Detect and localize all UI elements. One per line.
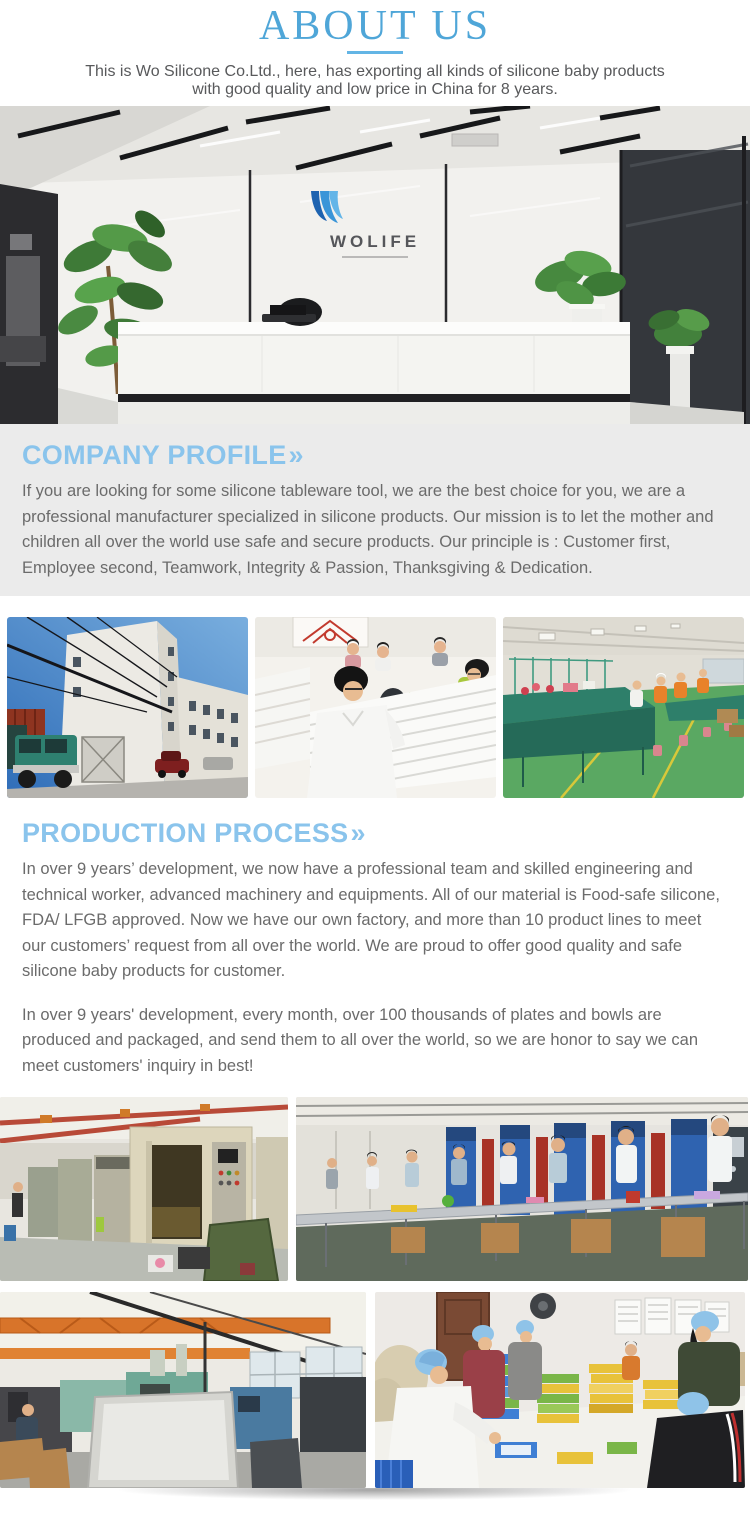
- double-chevron-icon: »: [350, 818, 366, 848]
- page-title: ABOUT US: [258, 3, 492, 49]
- production-process-text-2: In over 9 years' development, every month, over 100 thousands of plates and bowls are produced and packaged, and send them to all over the world, so we are honor to say we can meet customers' inquiry in best!: [22, 1005, 699, 1075]
- factory-photo-row-2: [0, 1292, 750, 1488]
- production-process-heading: PRODUCTION PROCESS»: [22, 818, 366, 848]
- intro-line-2: with good quality and low price in China for 8 years.: [192, 81, 558, 98]
- company-profile-text: If you are looking for some silicone tableware tool, we are the best choice for you, we are a professional manufacturer specialized in silicone products. Our mission is to let the mother and children all over the world use safe and secure products. Our principle is : Customer first, Employee second, Teamwork, Integrity & Passion, Thanksgiving & Dedication.: [22, 482, 714, 577]
- wolife-logo-text: WOLIFE: [329, 232, 421, 251]
- production-process-text-1: In over 9 years’ development, we now have a professional team and skilled engineering and technical worker, advanced machinery and equipments. All of our material is Food-safe silicone, FDA/ LFGB approved. Now we have our own factory, and more than 10 product lines to meet our customers’ request from all over the world. We are proud to offer good quality and safe silicone baby products for customer.: [22, 860, 720, 980]
- injection-machines-photo: [0, 1292, 366, 1488]
- molding-machines-photo: [296, 1097, 748, 1281]
- office-team-photo: [255, 617, 496, 798]
- double-chevron-icon: »: [288, 440, 304, 470]
- intro-line-1: This is Wo Silicone Co.Ltd., here, has exporting all kinds of silicone baby products: [85, 63, 665, 80]
- reception-desk: [118, 322, 630, 424]
- wolife-logo-subtext-line: [342, 256, 408, 258]
- bottom-shadow: [0, 1488, 750, 1521]
- office-reception-photo: [0, 106, 750, 424]
- office-reception-illustration: [0, 106, 750, 424]
- wolife-logo-mark: [305, 190, 349, 230]
- page-header: [0, 0, 750, 99]
- wolife-logo: [305, 190, 445, 258]
- factory-photo-row-1: [0, 1097, 750, 1281]
- packing-room-photo: [375, 1292, 745, 1488]
- cnc-machines-photo: [0, 1097, 288, 1281]
- company-profile-section: [0, 424, 750, 596]
- company-profile-heading: COMPANY PROFILE»: [22, 440, 304, 470]
- intro-text: [0, 63, 750, 99]
- title-underline: [347, 51, 403, 54]
- assembly-line-photo: [503, 617, 744, 798]
- production-process-section: [0, 798, 750, 1079]
- company-photo-row: [0, 596, 750, 798]
- factory-building-photo: [7, 617, 248, 798]
